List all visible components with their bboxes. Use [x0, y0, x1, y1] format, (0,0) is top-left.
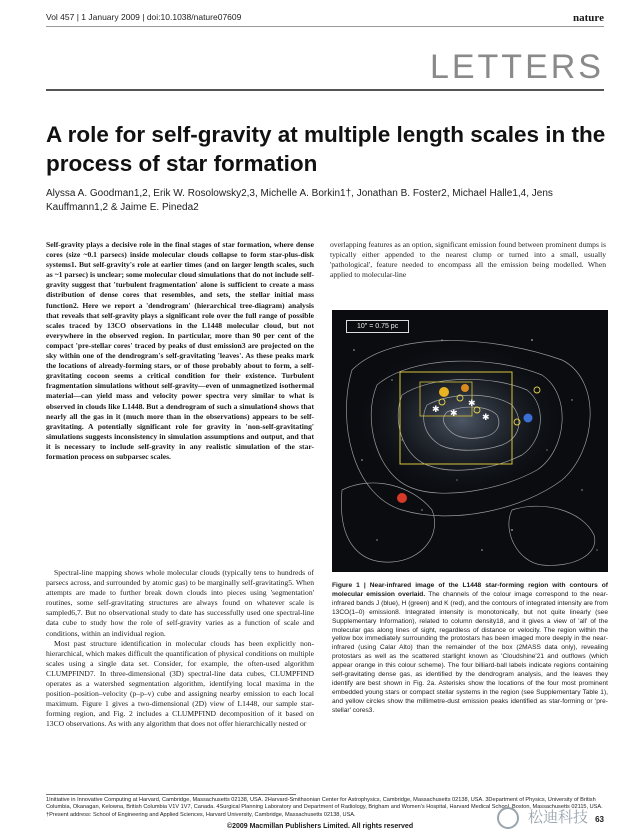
page-number: 63: [595, 815, 604, 824]
scale-bar-label: 10″ = 0.75 pc: [346, 320, 409, 333]
body-paragraph: Most past structure identification in molecular clouds has been explicitly non-hierarchical, which makes difficult the quantification of physical conditions on multiple scales using a single data set. Consider, for example, the often-used algorithm CLUMPFIND7. In three-dimensional (3D) spectral-line data cubes, CLUMPFIND operates as a watershed segmentation algorithm, identifying local maxima in the position–position–velocity (p–p–v) cube and assigning nearby emission to each local maximum. Figure 1 gives a two-dimensional (2D) view of L1448, our sample star-forming region, and Fig. 2 includes a CLUMPFIND decomposition of it based on 13CO observations. As with any algorithm that does not offer hierarchically nested or: [46, 638, 314, 729]
svg-text:✱: ✱: [482, 413, 490, 423]
svg-text:✱: ✱: [468, 399, 476, 409]
caption-lead: Figure 1 | Near-infrared image of the L1448 star-forming region with contours of molecular emission overlaid.: [332, 582, 608, 598]
contour-map-graphic: [332, 310, 608, 572]
article-title: A role for self-gravity at multiple length scales in the process of star formation: [46, 122, 606, 176]
abstract: Self-gravity plays a decisive role in the final stages of star formation, where dense cores (size ~0.1 parsecs) inside molecular clouds collapse to form star-plus-disk systems1. But self-gravity's role at earlier times (and on larger length scales, such as ~1 parsec) is unclear; some molecular cloud simulations that do not include self-gravity suggest that 'turbulent fragmentation' alone is sufficient to create a mass distribution of dense cores that resembles, and sets, the stellar initial mass function2. Here we report a 'dendrogram' (hierarchical tree-diagram) analysis that reveals that self-gravity plays a significant role over the full range of possible scales traced by 13CO observations in the L1448 molecular cloud, but not everywhere in the observed region. In particular, more than 90 per cent of the compact 'pre-stellar cores' traced by peaks of dust emission3 are projected on the sky within one of the dendrogram's self-gravitating 'leaves'. As these peaks mark the locations of already-forming stars, or of those probably about to form, a self-gravitating cocoon seems a critical condition for their existence. Turbulent fragmentation simulations without self-gravity—even of unmagnetized isothermal material—can yield mass and velocity power spectra very similar to what is observed in clouds like L1448. But a dendrogram of such a simulation4 shows that nearly all the gas in it (much more than in the observations) appears to be self-gravitating. A potentially significant role for gravity in 'non-self-gravitating' simulations suggests inconsistency in simulation assumptions and output, and that it is necessary to include self-gravity in any realistic simulation of the star-formation process on subparsec scales.: [46, 240, 314, 461]
svg-text:✱: ✱: [450, 409, 458, 419]
body-left-column: [46, 568, 314, 730]
figure-caption: [332, 582, 608, 716]
section-rule: [46, 89, 604, 91]
footnote-rule: [46, 794, 296, 795]
watermark-logo-icon: [497, 807, 519, 829]
section-label: LETTERS: [429, 48, 604, 86]
watermark: [497, 806, 588, 829]
watermark-text: 松迪科技: [527, 808, 588, 826]
figure-1-image: [332, 310, 608, 572]
body-right-column: overlapping features as an option, significant emission found between prominent dumps is typically either appended to the nearest clump or turned into a small, usually 'pathological', feature needed to encompass all the emission being modelled. When applied to molecular-line: [330, 240, 606, 280]
citation-header: Vol 457 | 1 January 2009 | doi:10.1038/nature07609: [46, 12, 242, 22]
author-list: Alyssa A. Goodman1,2, Erik W. Rosolowsky2,3, Michelle A. Borkin1†, Jonathan B. Foster2, Michael Halle1,4, Jens Kauffmann1,2 & Jaime E. Pineda2: [46, 188, 553, 213]
caption-body: The channels of the colour image correspond to the near-infrared bands J (blue), H (green) and K (red), and the contours of integrated intensity are from 13CO(1–0) emission8. Integrated intensity is monotonically, but not quite linearly (see Supplementary Information), related to column density18, and it gives a view of 'all' of the molecular gas along lines of sight, regardless of distance or velocity. The region within the yellow box immediately surrounding the protostars has been imaged more deeply in the near-infrared (using Calar Alto) than the remainder of the box (2MASS data only), revealing protostars as well as the scattered starlight known as 'Cloudshine'21 and outflows (which appear orange in this colour scheme). The four billiard-ball labels indicate regions containing self-gravitating dense gas, as identified by the dendrogram analysis, and the leaves they identify are best shown in Fig. 2a. Asterisks show the locations of the four most prominent embedded young stars or compact stellar systems in the region (see Supplementary Table 1), and yellow circles show the millimetre-dust emission peaks identified as star-forming or 'pre-stellar' cores3.: [332, 590, 608, 714]
journal-brand: nature: [573, 12, 604, 24]
svg-text:✱: ✱: [432, 405, 440, 415]
affiliations-footnote: 1Initiative in Innovative Computing at Harvard, Cambridge, Massachusetts 02138, USA. 2Harvard-Smithsonian Center for Astrophysics, Cambridge, Massachusetts 02138, USA. 3Department of Physics, University of British Columbia, Okanagan, Kelowna, British Columbia V1V 1V7, Canada. 4Surgical Planning Laboratory and Department of Radiology, Brigham and Women's Hospital, Harvard Medical School, Boston, Massachusetts 02115, USA. †Present address: School of Engineering and Applied Sciences, Harvard University, Cambridge, Massachusetts 02138, USA.: [46, 797, 603, 818]
copyright-line: ©2009 Macmillan Publishers Limited. All rights reserved: [226, 823, 414, 830]
body-paragraph: Spectral-line mapping shows whole molecular clouds (typically tens to hundreds of parsecs across, and surrounded by atomic gas) to be marginally self-gravitating5. When attempts are made to further break down clouds into pieces using 'segmentation' routines, some self-gravitating structures are always found on whatever scale is sampled6,7. But no observational study to date has successfully used one spectral-line data cube to study how the role of self-gravity varies as a function of scale and conditions, within an individual region.: [46, 568, 314, 638]
header-rule: [46, 26, 604, 27]
